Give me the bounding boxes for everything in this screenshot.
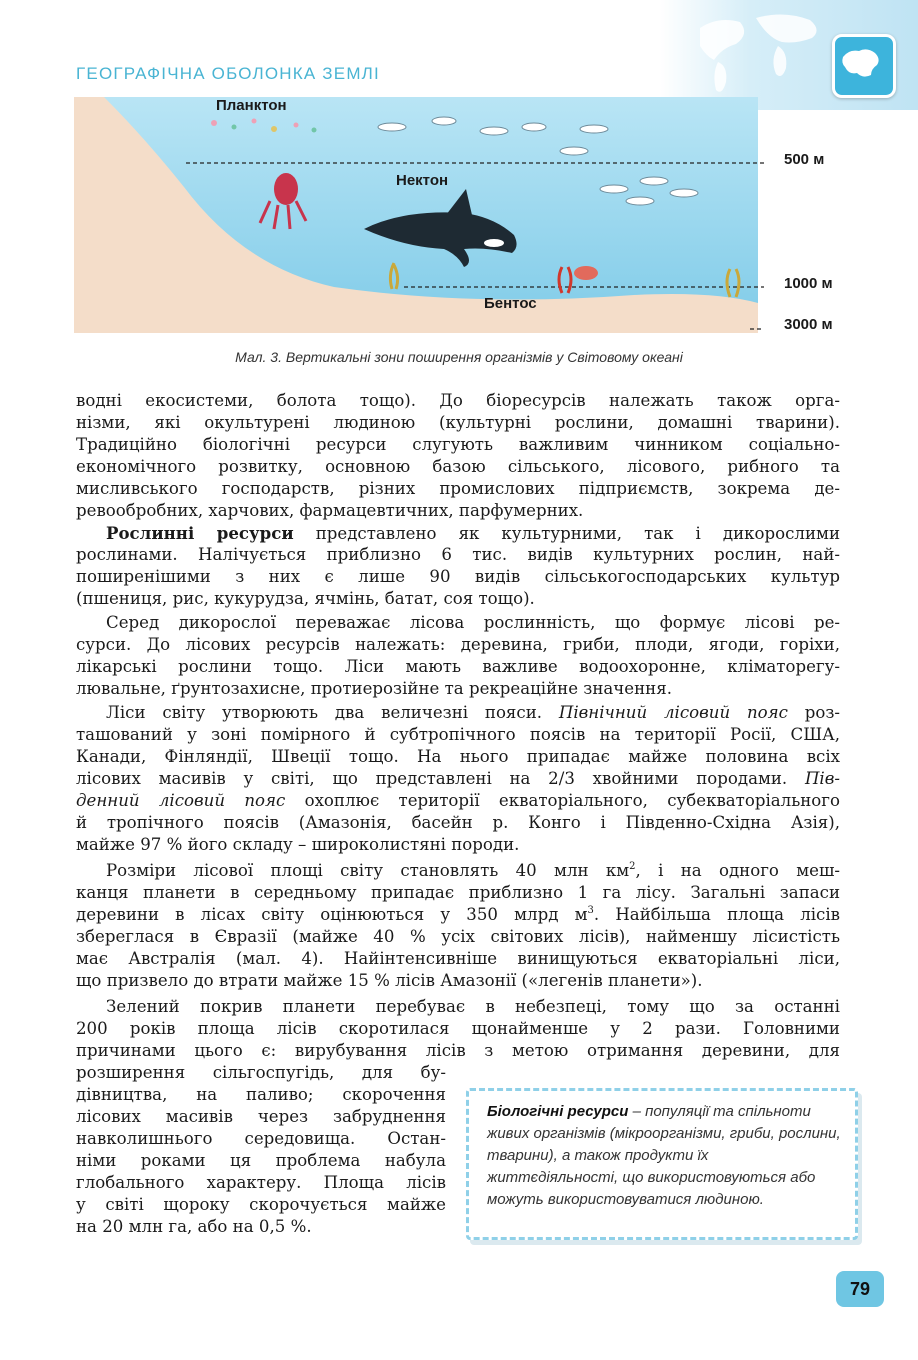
text-line: 200 років площа лісів скоротилася щонайменше у 2 рази. Головними xyxy=(76,1019,840,1038)
text-line: причинами цього є: вирубування лісів з метою отримання деревини, для xyxy=(76,1041,840,1060)
ocean-illustration xyxy=(74,97,844,337)
text-line: Розміри лісової площі світу становлять 40 млн $км^2$, і на одного меш- xyxy=(106,861,840,880)
nekton-label: Нектон xyxy=(396,172,449,189)
text-line: майже 97 % його складу – широколистяні породи. xyxy=(76,835,520,854)
text-line: поширенішими з них є лише 90 видів сільськогосподарських культур xyxy=(76,567,840,586)
text-line: рослинами. Налічується приблизно 6 тис. видів культурних рослин, най- xyxy=(76,545,840,564)
text-line: мисливського господарств, різних промислових підприємств, зокрема де- xyxy=(76,479,840,498)
figure-caption: Мал. 3. Вертикальні зони поширення організмів у Світовому океані xyxy=(235,349,683,365)
definition-box xyxy=(466,1088,858,1240)
text-line: що призвело до втрати майже 15 % лісів Амазонії («легенів планети»). xyxy=(76,971,703,990)
term-plant-resources: Рослинні ресурси xyxy=(106,523,294,543)
text-line: лікарські рослини тощо. Ліси мають важливе водоохоронне, кліматорегу- xyxy=(76,657,840,676)
text-line: Ліси світу утворюють два величезні пояси. Північний лісовий пояс роз- xyxy=(106,703,841,722)
text-line: сурси. До лісових ресурсів належать: деревина, гриби, плоди, ягоди, горіхи, xyxy=(76,635,840,654)
text-line: економічного розвитку, основною базою сільського, лісового, рибного та xyxy=(76,457,840,476)
depth-label-3000: 3000 м xyxy=(784,316,833,333)
definition-text: Біологічні ресурси – популяції та спільноти живих організмів (мікроорганізми, гриби, рослини, тварини), а також продукти їх життєдіяльності, що використовуються або можуть використовуватися людиною. xyxy=(487,1103,841,1208)
text-line: (пшениця, рис, кукурудза, ячмінь, батат, соя тощо). xyxy=(76,589,535,608)
text-line: німи роками ця проблема набула xyxy=(76,1151,446,1170)
text-line: збереглася в Євразії (майже 40 % усіх світових лісів), найменшу лісистість xyxy=(76,927,840,946)
text-line: лісових масивів через забруднення xyxy=(76,1107,446,1126)
definition-term: Біологічні ресурси xyxy=(487,1103,629,1120)
text-line: Серед дикорослої переважає лісова рослинність, що формує лісові ре- xyxy=(106,613,840,632)
text-line: лісових масивів у світі, що представлені на 2/3 хвойними породами. Пів- xyxy=(76,769,840,788)
text-line: на 20 млн га, або на 0,5 %. xyxy=(76,1217,312,1236)
page-number: 79 xyxy=(836,1271,884,1307)
text-line: деревини в лісах світу оцінюються у 350 млрд $м^3$. Найбільша площа лісів xyxy=(76,905,840,924)
text-line: нізми, які окультурені людиною (культурні рослини, домашні тварини). xyxy=(76,413,840,432)
text-line: ревообробних, харчових, фармацевтичних, парфумерних. xyxy=(76,501,584,520)
text-line: канця планети в середньому припадає приблизно 1 га лісу. Загальні запаси xyxy=(76,883,840,902)
text-line: Канади, Фінляндії, Швеції тощо. На нього припадає майже половина всіх xyxy=(76,747,840,766)
running-head: ГЕОГРАФІЧНА ОБОЛОНКА ЗЕМЛІ xyxy=(76,64,380,83)
text-line: глобального характеру. Площа лісів xyxy=(76,1173,446,1192)
text-line: Зелений покрив планети перебуває в небезпеці, тому що за останні xyxy=(106,997,840,1016)
text-line: Рослинні ресурси представлено як культурними, так і дикорослими xyxy=(106,523,841,543)
text-line: дівництва, на паливо; скорочення xyxy=(76,1085,446,1104)
text-line: й тропічного поясів (Амазонія, басейн р. Конго і Південно-Східна Азія), xyxy=(76,813,840,832)
text-line: водні екосистеми, болота тощо). До біоресурсів належать також орга- xyxy=(76,391,840,410)
text-line: Традиційно біологічні ресурси слугують важливим чинником соціально- xyxy=(76,435,840,454)
text-line: навколишнього середовища. Остан- xyxy=(76,1129,446,1148)
text-line: має Австралія (мал. 4). Найінтенсивніше винищуються екваторіальні ліси, xyxy=(76,949,840,968)
plankton-label: Планктон xyxy=(216,97,287,114)
text-line: ташований у зоні помірного й субтропічного поясів на території Росії, США, xyxy=(76,725,840,744)
depth-label-1000: 1000 м xyxy=(784,275,833,292)
text-line: денний лісовий пояс охоплює території екваторіального, субекваторіального xyxy=(76,791,840,810)
text-line: лювальне, ґрунтозахисне, протиерозійне та рекреаційне значення. xyxy=(76,679,672,698)
text-line: розширення сільгоспугідь, для бу- xyxy=(76,1063,446,1082)
depth-label-500: 500 м xyxy=(784,151,825,168)
benthos-label: Бентос xyxy=(484,295,537,312)
ocean-zones-figure xyxy=(74,97,844,337)
ukraine-map-badge-icon xyxy=(832,34,896,98)
text-line: у світі щороку скорочується майже xyxy=(76,1195,446,1214)
